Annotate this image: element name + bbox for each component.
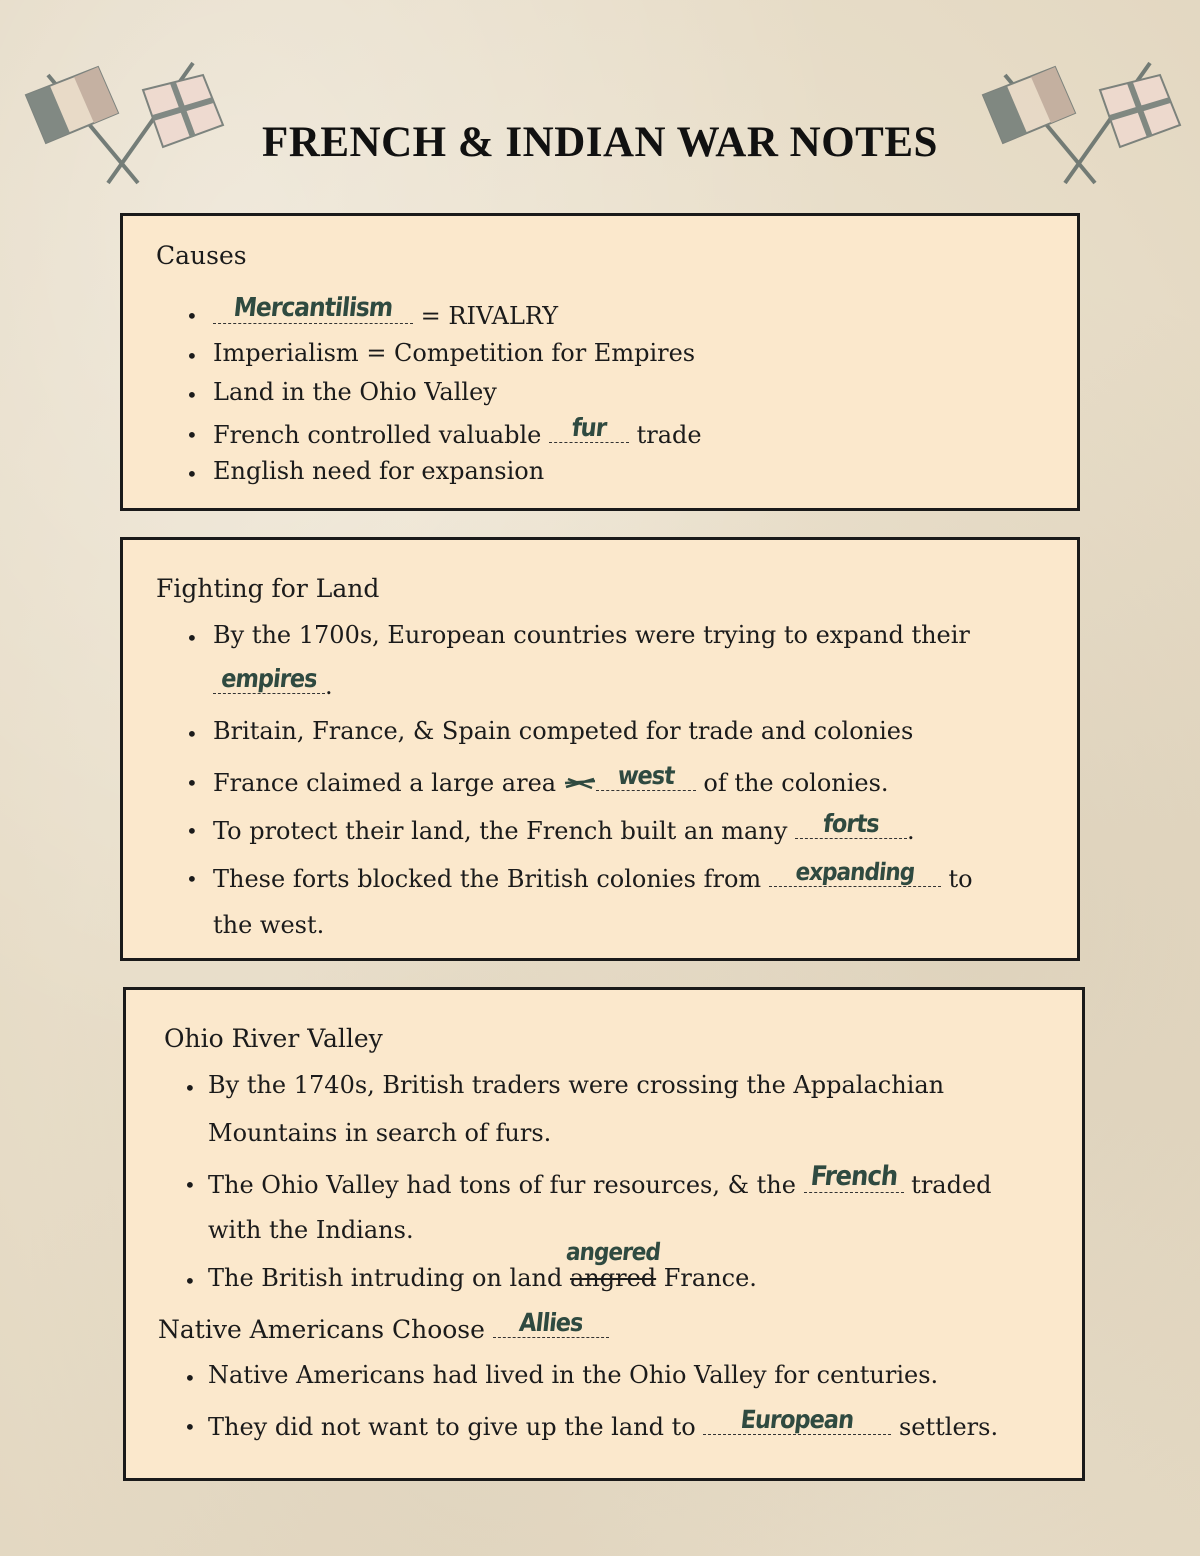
section-heading-fighting: Fighting for Land (156, 574, 380, 603)
list-item-text: trade (628, 421, 702, 449)
list-item: Imperialism = Competition for Empires (213, 339, 696, 367)
bullet-dot-icon: • (184, 1269, 196, 1293)
list-item-text: They did not want to give up the land to (208, 1413, 704, 1441)
answer-blank (804, 1161, 904, 1193)
bullet-dot-icon: • (186, 722, 198, 746)
section-heading-causes: Causes (156, 241, 247, 270)
list-item (213, 761, 889, 797)
bullet-dot-icon: • (186, 344, 198, 368)
bullet-dot-icon: • (186, 819, 198, 843)
list-item (208, 1405, 999, 1441)
answer-blank (213, 664, 325, 694)
bullet-dot-icon: • (184, 1366, 196, 1390)
answer-blank (795, 809, 907, 839)
list-item (213, 809, 915, 845)
list-item: Land in the Ohio Valley (213, 378, 497, 406)
answer-blank (213, 293, 413, 324)
list-item: By the 1740s, British traders were crossing the Appalachian (208, 1071, 945, 1099)
list-item-continuation: with the Indians. (208, 1216, 414, 1244)
list-item (208, 1238, 757, 1292)
bullet-dot-icon: • (184, 1173, 196, 1197)
list-item-text: . (907, 817, 915, 845)
list-item-text: These forts blocked the British colonies from (213, 865, 769, 893)
list-item (213, 858, 973, 893)
handwritten-correction: angered (564, 1238, 662, 1266)
page-title: FRENCH & INDIAN WAR NOTES (262, 119, 938, 166)
list-item-text: France. (656, 1264, 757, 1292)
bullet-dot-icon: • (186, 771, 198, 795)
struck-word: angred (569, 1264, 657, 1292)
answer-blank (493, 1308, 609, 1338)
bullet-dot-icon: • (186, 383, 198, 407)
list-item-continuation: Mountains in search of furs. (208, 1119, 552, 1147)
answer-blank (549, 413, 629, 443)
list-item-continuation: the west. (213, 911, 325, 939)
corrected-word (564, 1238, 662, 1292)
handwritten-answer: Mercantilism (232, 293, 394, 323)
fighting-section (120, 537, 1080, 961)
list-item-text: French controlled valuable (213, 421, 549, 449)
subheading-native-americans (158, 1308, 609, 1344)
list-item-text: The British intruding on land (208, 1264, 570, 1292)
list-item (213, 413, 702, 449)
handwritten-answer: Allies (517, 1308, 584, 1337)
list-item (213, 293, 559, 330)
causes-section (120, 213, 1080, 511)
list-item (208, 1161, 992, 1199)
section-heading-ohio: Ohio River Valley (164, 1024, 383, 1053)
scribble-mark (564, 771, 596, 787)
ohio-section (123, 987, 1085, 1481)
list-item-text: to (940, 865, 973, 893)
answer-blank (703, 1405, 891, 1435)
handwritten-answer: fur (570, 413, 608, 442)
handwritten-answer: forts (821, 809, 881, 838)
list-item-text: of the colonies. (695, 769, 889, 797)
list-item-text: . (325, 672, 333, 700)
handwritten-answer: European (739, 1405, 856, 1434)
subheading-text: Native Americans Choose (158, 1315, 493, 1344)
list-item: By the 1700s, European countries were trying to expand their (213, 621, 970, 649)
list-item: Native Americans had lived in the Ohio Valley for centuries. (208, 1361, 939, 1389)
answer-blank (596, 761, 696, 791)
list-item-text: To protect their land, the French built an many (213, 817, 796, 845)
bullet-dot-icon: • (186, 462, 198, 486)
list-item: English need for expansion (213, 457, 545, 485)
bullet-dot-icon: • (186, 304, 198, 328)
answer-blank (769, 858, 941, 887)
handwritten-answer: west (616, 761, 676, 790)
handwritten-answer: expanding (794, 858, 916, 886)
list-item-text: France claimed a large area (213, 769, 564, 797)
list-item-text: settlers. (891, 1413, 999, 1441)
handwritten-answer: empires (219, 664, 319, 693)
handwritten-answer: French (808, 1161, 899, 1192)
list-item-text: = RIVALRY (413, 302, 559, 330)
list-item: Britain, France, & Spain competed for trade and colonies (213, 717, 914, 745)
bullet-dot-icon: • (186, 626, 198, 650)
list-item-continuation (213, 664, 333, 700)
bullet-dot-icon: • (186, 423, 198, 447)
list-item-text: traded (903, 1171, 992, 1199)
list-item-text: The Ohio Valley had tons of fur resources, & the (208, 1171, 804, 1199)
bullet-dot-icon: • (186, 867, 198, 891)
bullet-dot-icon: • (184, 1076, 196, 1100)
bullet-dot-icon: • (184, 1415, 196, 1439)
